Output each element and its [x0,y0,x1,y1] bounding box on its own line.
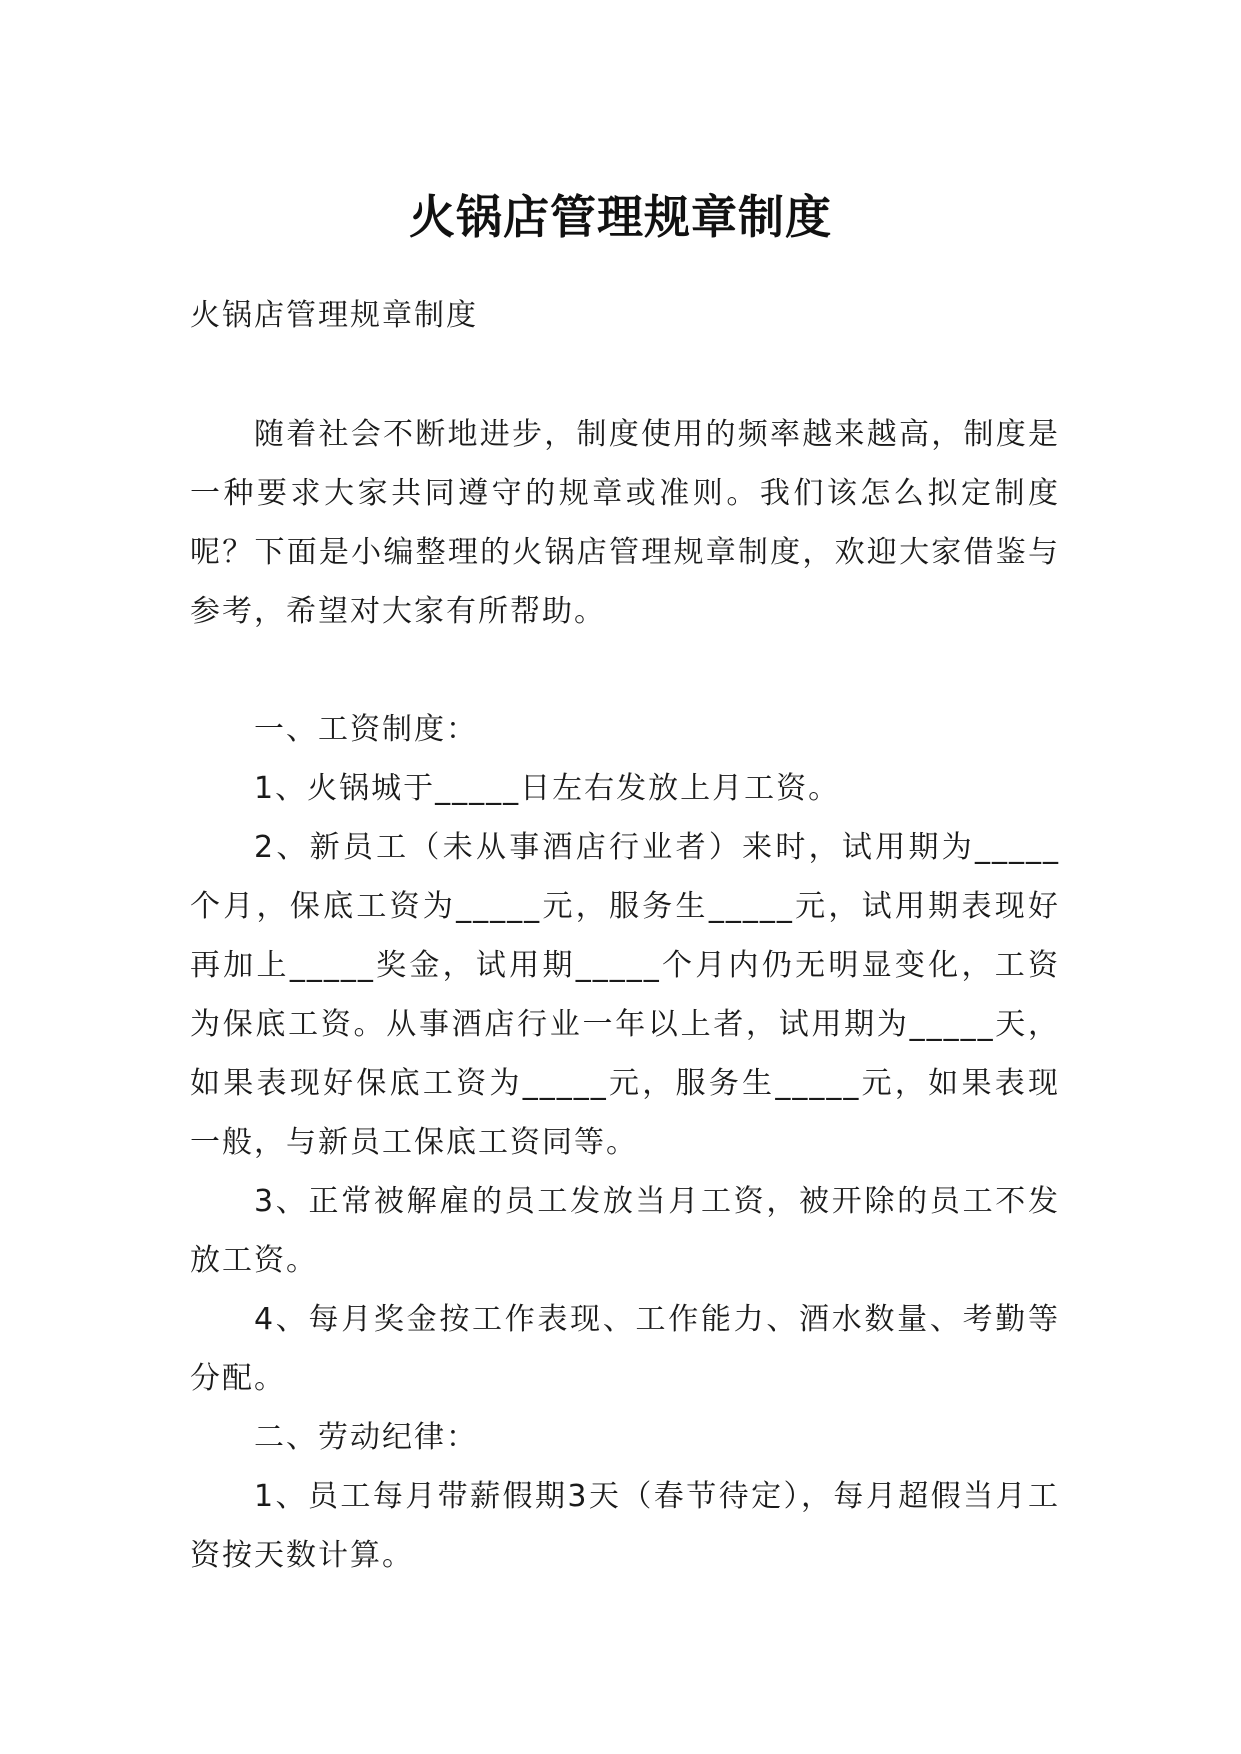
salary-item-1: 1、火锅城于_____日左右发放上月工资。 [254,771,841,806]
document-subtitle: 火锅店管理规章制度 [190,298,478,333]
section-heading-salary: 一、工资制度： [254,712,478,747]
salary-item-4: 4、每月奖金按工作表现、工作能力、酒水数量、考勤等分配。 [190,1302,1060,1396]
document-title: 火锅店管理规章制度 [409,189,832,244]
discipline-item-1: 1、员工每月带薪假期3天（春节待定），每月超假当月工资按天数计算。 [190,1479,1060,1573]
section-heading-discipline: 二、劳动纪律： [254,1420,478,1455]
salary-item-3: 3、正常被解雇的员工发放当月工资，被开除的员工不发放工资。 [190,1184,1060,1278]
salary-item-2: 2、新员工（未从事酒店行业者）来时，试用期为_____个月，保底工资为_____元，服务生_____元，试用期表现好再加上_____奖金，试用期_____个月内仍无明显变化，工资为保底工资。从事酒店行业一年以上者，试用期为_____天，如果表现好保底工资为_____元，服务生_____元，如果表现一般，与新员工保底工资同等。 [190,830,1060,1160]
intro-paragraph: 随着社会不断地进步，制度使用的频率越来越高，制度是一种要求大家共同遵守的规章或准则。我们该怎么拟定制度呢？下面是小编整理的火锅店管理规章制度，欢迎大家借鉴与参考，希望对大家有所帮助。 [190,417,1060,629]
document-body [190,286,1060,1585]
